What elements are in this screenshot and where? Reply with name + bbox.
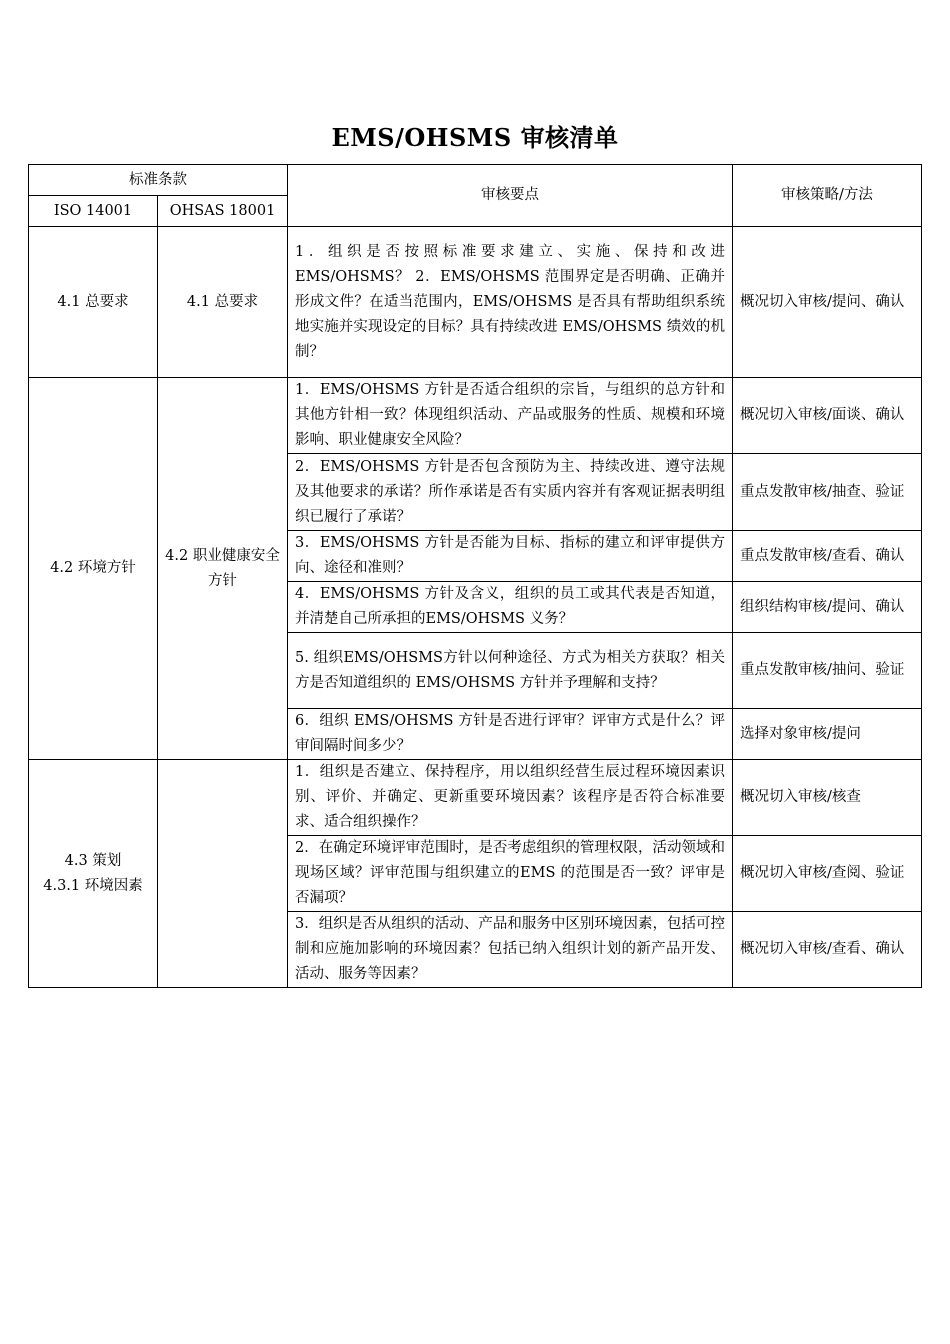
audit-point-cell: 2．EMS/OHSMS 方针是否包含预防为主、持续改进、遵守法规及其他要求的承诺？所作承诺是否有实质内容并有客观证据表明组织已履行了承诺？ (288, 454, 733, 531)
iso-clause-cell (29, 760, 158, 988)
audit-point-cell: 1．组织是否按照标准要求建立、实施、保持和改进EMS/OHSMS？ 2．EMS/OHSMS 范围界定是否明确、正确并形成文件？在适当范围内，EMS/OHSMS 是否具有帮助组织系统地实施并实现设定的目标？具有持续改进 EMS/OHSMS 绩效的机制？ (288, 227, 733, 378)
table-row (29, 378, 922, 454)
iso-clause-cell: 4.2 环境方针 (29, 378, 158, 760)
iso-clause-cell: 4.1 总要求 (29, 227, 158, 378)
audit-method-cell: 重点发散审核/抽查、验证 (733, 454, 922, 531)
ohsas-header: OHSAS 18001 (158, 196, 288, 227)
iso-header: ISO 14001 (29, 196, 158, 227)
audit-method-cell: 重点发散审核/查看、确认 (733, 531, 922, 582)
audit-method-header: 审核策略/方法 (733, 165, 922, 227)
audit-point-cell: 5. 组织EMS/OHSMS方针以何种途径、方式为相关方获取？相关方是否知道组织的 EMS/OHSMS 方针并予理解和支持？ (288, 633, 733, 709)
audit-method-cell: 选择对象审核/提问 (733, 709, 922, 760)
table-row (29, 227, 922, 378)
audit-method-cell: 概况切入审核/提问、确认 (733, 227, 922, 378)
audit-points-header: 审核要点 (288, 165, 733, 227)
audit-point-cell: 6．组织 EMS/OHSMS 方针是否进行评审？评审方式是什么？评审间隔时间多少？ (288, 709, 733, 760)
audit-method-cell: 概况切入审核/查阅、验证 (733, 836, 922, 912)
ohsas-clause-cell (158, 760, 288, 988)
ohsas-clause-cell: 4.1 总要求 (158, 227, 288, 378)
audit-method-cell: 组织结构审核/提问、确认 (733, 582, 922, 633)
audit-point-cell: 2．在确定环境评审范围时，是否考虑组织的管理权限，活动领域和现场区域？评审范围与组织建立的EMS 的范围是否一致？评审是否漏项？ (288, 836, 733, 912)
iso-clause-line: 4.3.1 环境因素 (43, 877, 143, 894)
audit-point-cell: 3．EMS/OHSMS 方针是否能为目标、指标的建立和评审提供方向、途径和准则？ (288, 531, 733, 582)
page-title: EMS/OHSMS 审核清单 (331, 123, 619, 152)
audit-point-cell: 4．EMS/OHSMS 方针及含义，组织的员工或其代表是否知道，并清楚自己所承担的EMS/OHSMS 义务？ (288, 582, 733, 633)
table-header-row (29, 165, 922, 196)
audit-method-cell: 概况切入审核/面谈、确认 (733, 378, 922, 454)
audit-method-cell: 概况切入审核/查看、确认 (733, 912, 922, 988)
ohsas-clause-cell: 4.2 职业健康安全方针 (158, 378, 288, 760)
audit-method-cell: 概况切入审核/核查 (733, 760, 922, 836)
table-row (29, 760, 922, 836)
audit-method-cell: 重点发散审核/抽问、验证 (733, 633, 922, 709)
audit-point-cell: 1．EMS/OHSMS 方针是否适合组织的宗旨，与组织的总方针和其他方针相一致？体现组织活动、产品或服务的性质、规模和环境影响、职业健康安全风险？ (288, 378, 733, 454)
audit-checklist-table (28, 164, 922, 988)
audit-point-cell: 3．组织是否从组织的活动、产品和服务中区别环境因素，包括可控制和应施加影响的环境因素？包括已纳入组织计划的新产品开发、活动、服务等因素？ (288, 912, 733, 988)
standard-clause-header: 标准条款 (29, 165, 288, 196)
audit-point-cell: 1．组织是否建立、保持程序，用以组织经营生辰过程环境因素识别、评价、并确定、更新重要环境因素？该程序是否符合标准要求、适合组织操作？ (288, 760, 733, 836)
iso-clause-line: 4.3 策划 (64, 852, 122, 869)
